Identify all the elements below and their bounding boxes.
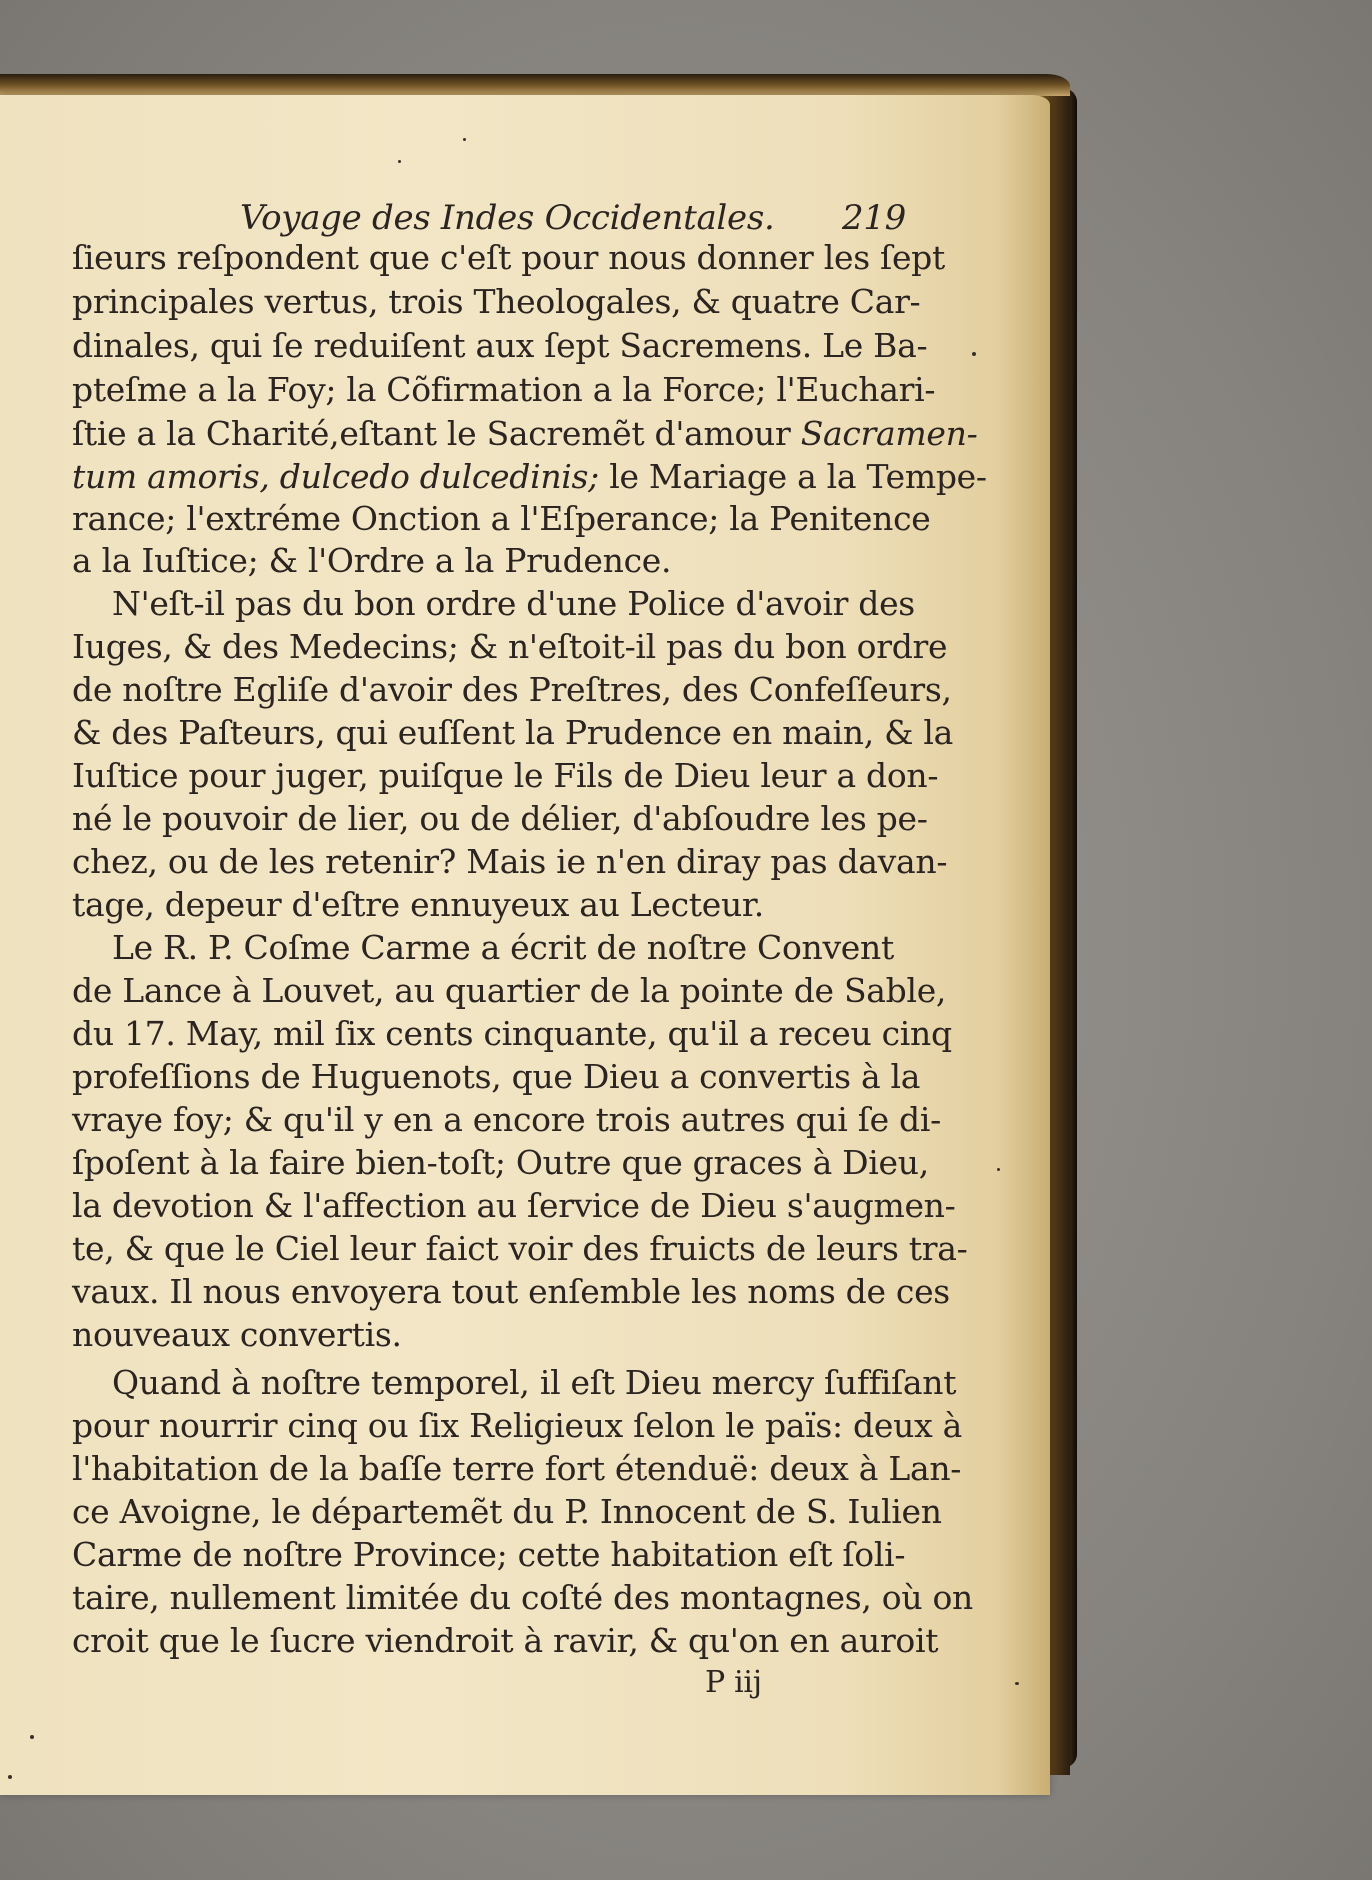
speck [30, 1735, 34, 1739]
signature-mark: P iij [705, 1665, 762, 1700]
speck [463, 138, 466, 141]
text-line [72, 457, 987, 496]
text-line: pour nourrir cinq ou ſix Religieux ſelon le païs: deux à [72, 1406, 962, 1445]
text-line: te, & que le Ciel leur faict voir des fruicts de leurs tra- [72, 1229, 968, 1268]
italic-phrase: tum amoris, dulcedo dulcedinis; [72, 457, 599, 496]
text-line: taire, nullement limitée du coſté des montagnes, où on [72, 1578, 974, 1617]
text-line: ſieurs reſpondent que c'eſt pour nous donner les ſept [72, 238, 945, 277]
text-line: vraye foy; & qu'il y en a encore trois autres qui ſe di- [72, 1100, 941, 1139]
text-line [72, 414, 977, 453]
text-line: principales vertus, trois Theologales, & quatre Car- [72, 282, 921, 321]
text-line: Le R. P. Coſme Carme a écrit de noſtre Convent [112, 928, 894, 967]
text-line: croit que le ſucre viendroit à ravir, & qu'on en auroit [72, 1621, 939, 1660]
text-line: Iuges, & des Medecins; & n'eſtoit-il pas du bon ordre [72, 627, 948, 666]
text-line: Quand à noſtre temporel, il eſt Dieu mercy ſuffiſant [112, 1363, 957, 1402]
speck [997, 1168, 1000, 1171]
text-line: N'eſt-il pas du bon ordre d'une Police d'avoir des [112, 584, 915, 623]
text-line: & des Paſteurs, qui euſſent la Prudence en main, & la [72, 713, 954, 752]
text-line: a la Iuſtice; & l'Ordre a la Prudence. [72, 541, 672, 580]
text-line: ſpoſent à la faire bien-toſt; Outre que graces à Dieu, [72, 1143, 929, 1182]
text-line: de Lance à Louvet, au quartier de la pointe de Sable, [72, 971, 947, 1010]
text-line: du 17. May, mil ſix cents cinquante, qu'il a receu cinq [72, 1014, 952, 1053]
text-line: Carme de noſtre Province; cette habitation eſt ſoli- [72, 1535, 906, 1574]
text-line: vaux. Il nous envoyera tout enſemble les noms de ces [72, 1272, 950, 1311]
text-line: l'habitation de la baſſe terre fort étenduë: deux à Lan- [72, 1449, 962, 1488]
text-line: de noſtre Egliſe d'avoir des Preſtres, des Confeſſeurs, [72, 670, 952, 709]
page-number: 219 [842, 198, 906, 238]
text-line: rance; l'extréme Onction a l'Eſperance; la Penitence [72, 499, 931, 538]
text-line: né le pouvoir de lier, ou de délier, d'abſoudre les pe- [72, 799, 928, 838]
text-line: ce Avoigne, le départemẽt du P. Innocent de S. Iulien [72, 1492, 942, 1531]
speck [398, 160, 401, 163]
italic-phrase: Sacramen- [800, 414, 978, 453]
page-top-edge [0, 74, 1070, 96]
text-segment: ſtie a la Charité,eſtant le Sacremẽt d'amour [72, 414, 791, 453]
text-line: dinales, qui ſe reduiſent aux ſept Sacremens. Le Ba- [72, 326, 928, 365]
speck [8, 1775, 12, 1779]
text-line: tage, depeur d'eſtre ennuyeux au Lecteur. [72, 885, 764, 924]
text-line: chez, ou de les retenir? Mais ie n'en diray pas davan- [72, 842, 948, 881]
speck [972, 352, 976, 356]
text-line: pteſme a la Foy; la Cõfirmation a la Force; l'Euchari- [72, 370, 936, 409]
text-segment: le Mariage a la Tempe- [609, 457, 987, 496]
speck [1015, 1682, 1019, 1685]
text-line: profeſſions de Huguenots, que Dieu a convertis à la [72, 1057, 921, 1096]
text-line: nouveaux convertis. [72, 1315, 402, 1354]
text-line: Iuſtice pour juger, puiſque le Fils de Dieu leur a don- [72, 756, 939, 795]
running-title: Voyage des Indes Occidentales. [240, 198, 775, 238]
text-line: la devotion & l'affection au ſervice de Dieu s'augmen- [72, 1186, 956, 1225]
